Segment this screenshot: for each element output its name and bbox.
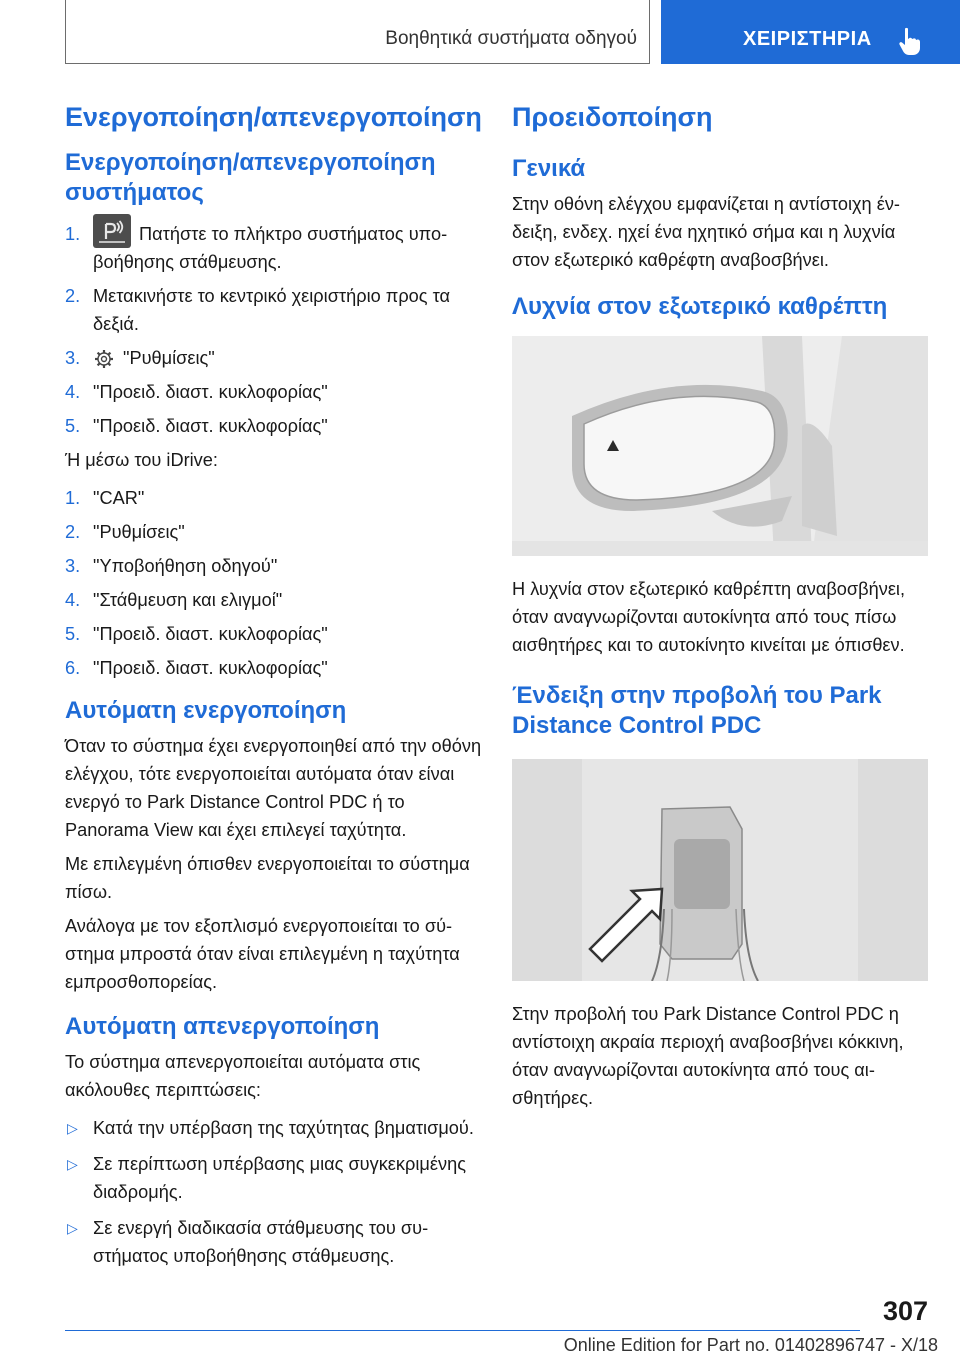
footer-divider bbox=[65, 1330, 860, 1331]
parking-assist-button-icon bbox=[93, 214, 131, 248]
via-idrive-text: Ή μέσω του iDrive: bbox=[65, 450, 218, 471]
list-item: ▷ Σε περίπτωση υπέρβασης μιας συγκεκριμένης διαδρομής. bbox=[65, 1150, 485, 1206]
pdc-paragraph: Στην προβολή του Park Distance Control PDC η αντίστοιχη ακραία περιοχή αναβοσβήνει κόκκινη, όταν αναγνωρίζονται αυτοκίνητα από τους αισθητήρες. bbox=[512, 1004, 904, 1108]
list-item: 5. "Προειδ. διαστ. κυκλοφορίας" bbox=[65, 624, 328, 645]
triangle-bullet-icon: ▷ bbox=[67, 1156, 78, 1173]
triangle-bullet-icon: ▷ bbox=[67, 1120, 78, 1137]
auto-on-paragraph-2: Με επιλεγμένη όπισθεν ενεργοποιείται το σύστημα πίσω. bbox=[65, 854, 470, 903]
steps-list-b bbox=[65, 484, 485, 682]
heading-warning: Προειδοποίηση bbox=[512, 102, 713, 132]
deactivation-bullets bbox=[65, 1114, 485, 1270]
page-number: 307 bbox=[882, 1296, 928, 1326]
hand-pointer-icon bbox=[895, 26, 925, 56]
list-item: 3. "Ρυθμίσεις" bbox=[65, 344, 485, 372]
steps-list-a bbox=[65, 220, 485, 440]
mirror-illustration bbox=[512, 336, 928, 556]
gear-icon bbox=[93, 348, 115, 370]
list-item: 1. Πατήστε το πλήκτρο συστήματος υποβοήθησης στάθμευσης. bbox=[65, 220, 485, 276]
list-item: 2. "Ρυθμίσεις" bbox=[65, 522, 185, 543]
auto-off-paragraph: Το σύστημα απενεργοποιείται αυτόματα στις ακόλουθες περιπτώσεις: bbox=[65, 1052, 421, 1101]
footer-edition: Online Edition for Part no. 01402896747 - X/18 bbox=[563, 1335, 938, 1355]
heading-pdc-display: Ένδειξη στην προβολή του Park Distance Control PDC bbox=[512, 682, 882, 739]
general-paragraph: Στην οθόνη ελέγχου εμφανίζεται η αντίστοιχη ένδειξη, ενδεχ. ηχεί ένα ηχητικό σήμα και η λυχνία στον εξωτερικό καθρέφτη αναβοσβήνει. bbox=[512, 194, 900, 270]
list-item: 6. "Προειδ. διαστ. κυκλοφορίας" bbox=[65, 658, 328, 679]
heading-system-activation: Ενεργοποίηση/απενεργοποίηση συστήματος bbox=[65, 149, 436, 206]
heading-auto-activation: Αυτόματη ενεργοποίηση bbox=[65, 697, 347, 725]
list-item: 2. Μετακινήστε το κεντρικό χειριστήριο προς τα δεξιά. bbox=[65, 286, 451, 335]
list-item: 4. "Στάθμευση και ελιγμοί" bbox=[65, 590, 283, 611]
tab-controls[interactable] bbox=[661, 0, 960, 64]
list-item: ▷ Σε ενεργή διαδικασία στάθμευσης του συστήματος υποβοήθησης στάθμευσης. bbox=[65, 1214, 485, 1270]
heading-auto-deactivation: Αυτόματη απενεργοποίηση bbox=[65, 1013, 380, 1041]
triangle-bullet-icon: ▷ bbox=[67, 1220, 78, 1237]
auto-on-paragraph-1: Όταν το σύστημα έχει ενεργοποιηθεί από την οθόνη ελέγχου, τότε ενεργοποιείται αυτόματα όταν είναι ενεργό το Park Distance Control PDC ή το Panorama View και έχει επιλεγεί ταχύτητα. bbox=[65, 736, 482, 841]
heading-activation: Ενεργοποίηση/απενεργοποίηση bbox=[65, 102, 482, 132]
list-item: 5. "Προειδ. διαστ. κυκλοφορίας" bbox=[65, 416, 328, 437]
pdc-view-illustration bbox=[512, 759, 928, 981]
list-item: ▷ Κατά την υπέρβαση της ταχύτητας βηματισμού. bbox=[65, 1114, 485, 1142]
list-item: 3. "Υποβοήθηση οδηγού" bbox=[65, 556, 278, 577]
header-section-box bbox=[65, 0, 650, 64]
list-item: 4. "Προειδ. διαστ. κυκλοφορίας" bbox=[65, 382, 328, 403]
right-column bbox=[512, 100, 930, 1118]
left-column bbox=[65, 100, 485, 1278]
auto-on-paragraph-3: Ανάλογα με τον εξοπλισμό ενεργοποιείται το σύστημα μπροστά όταν είναι επιλεγμένη η ταχύτητα εμπροσθοπορείας. bbox=[65, 916, 460, 993]
tab-label: ΧΕΙΡΙΣΤΗΡΙΑ bbox=[743, 28, 872, 50]
mirror-paragraph: Η λυχνία στον εξωτερικό καθρέπτη αναβοσβήνει, όταν αναγνωρίζονται αυτοκίνητα από τους πίσω αισθητήρες και το αυτοκίνητο κινείται με όπισθεν. bbox=[512, 579, 906, 655]
section-title: Βοηθητικά συστήματα οδηγού bbox=[385, 28, 637, 49]
list-item: 1. "CAR" bbox=[65, 488, 145, 509]
heading-mirror-light: Λυχνία στον εξωτερικό καθρέπτη bbox=[512, 293, 888, 320]
heading-general: Γενικά bbox=[512, 155, 586, 182]
